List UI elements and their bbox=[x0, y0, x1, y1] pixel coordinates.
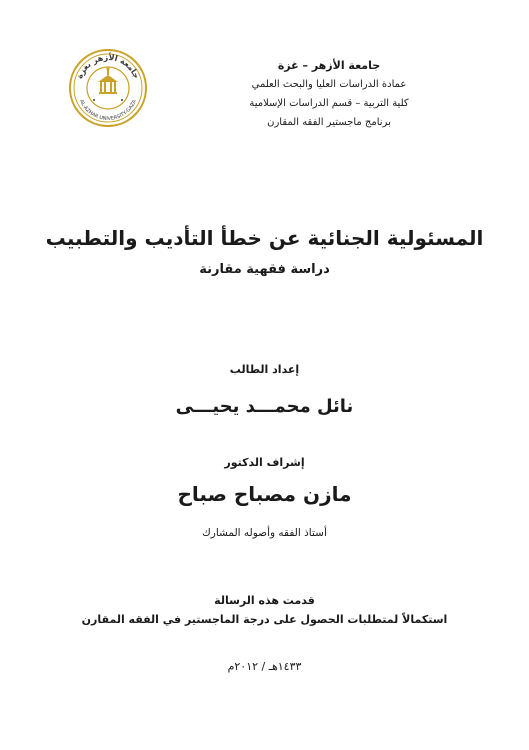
supervisor-label: إشراف الدكتور bbox=[224, 456, 305, 469]
submission-purpose: استكمالاً لمتطلبات الحصول على درجة الماجستير في الفقه المقارن bbox=[81, 613, 448, 626]
university-logo bbox=[68, 48, 148, 128]
submission-date: ١٤٣٣هـ / ٢٠١٢م bbox=[227, 660, 302, 673]
logo-arabic-text: جامعة الأزهر بغزة bbox=[74, 52, 142, 80]
submission-statement: قدمت هذه الرسالة bbox=[214, 594, 315, 607]
supervisor-name: مازن مصباح صباح bbox=[177, 482, 352, 506]
program-name: برنامج ماجستير الفقه المقارن bbox=[267, 117, 391, 128]
deanship-name: عمادة الدراسات العليا والبحث العلمي bbox=[251, 79, 407, 90]
logo-english-text: AL-AZHAR UNIVERSITY-GAZA bbox=[78, 99, 138, 123]
student-label: إعداد الطالب bbox=[229, 363, 300, 376]
supervisor-title: أستاذ الفقه وأصوله المشارك bbox=[202, 527, 327, 539]
university-name: جامعة الأزهر – غزة bbox=[277, 59, 381, 72]
faculty-name: كلية التربية – قسم الدراسات الإسلامية bbox=[249, 98, 409, 109]
thesis-title: المسئولية الجنائية عن خطأ التأديب والتطبيب bbox=[45, 226, 484, 250]
thesis-subtitle: دراسة فقهية مقارنة bbox=[199, 262, 330, 277]
student-name: نائل محمـــد يحيـــى bbox=[175, 396, 354, 417]
university-seal-icon bbox=[68, 48, 148, 128]
institution-header bbox=[229, 56, 429, 132]
